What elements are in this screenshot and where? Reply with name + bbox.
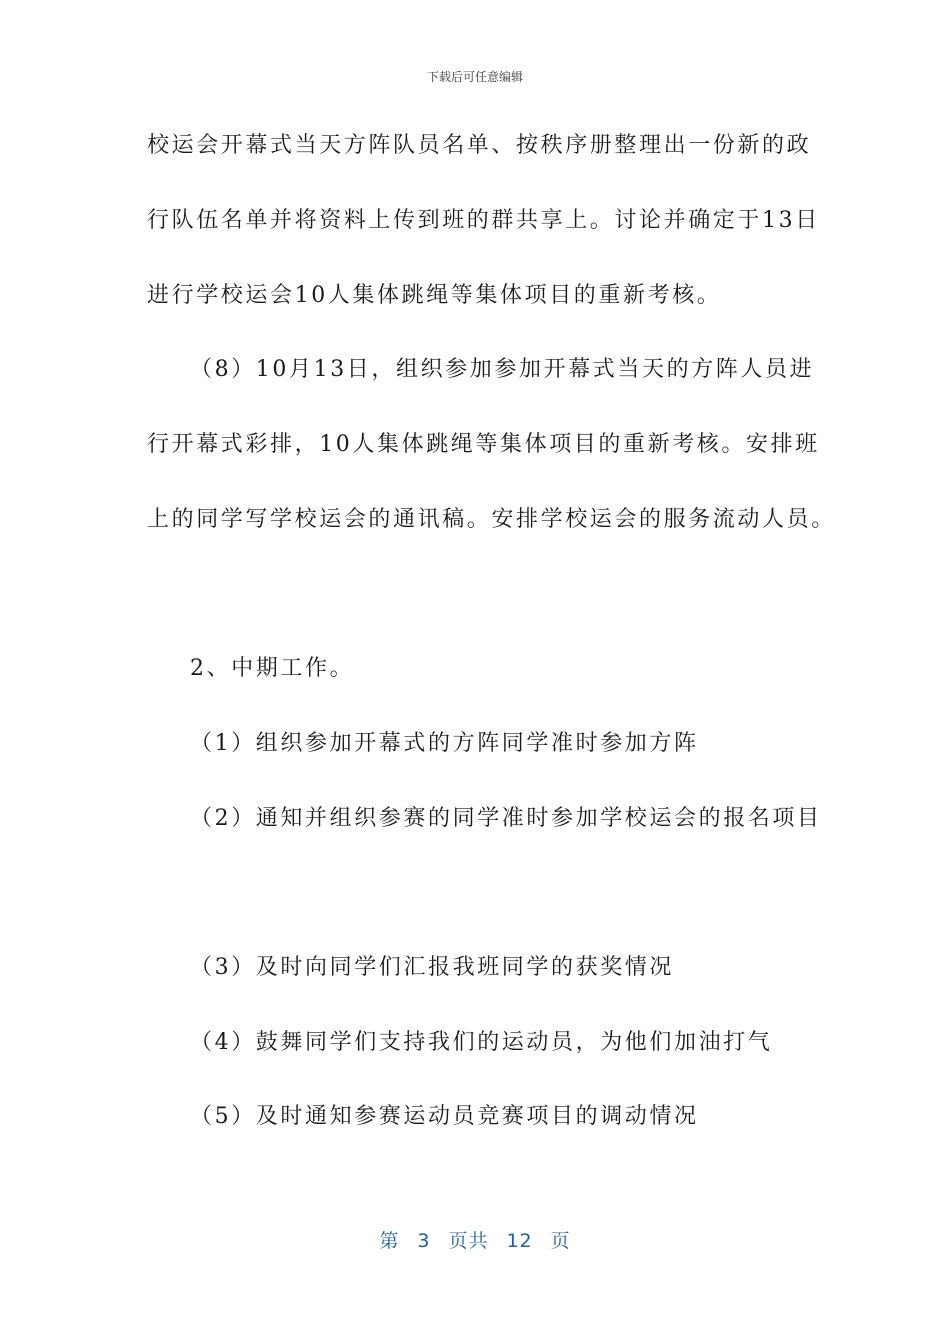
body-line: 上的同学写学校运会的通讯稿。安排学校运会的服务流动人员。 (147, 507, 836, 532)
list-item: （5）及时通知参赛运动员竞赛项目的调动情况 (190, 1104, 699, 1129)
body-line: 校运会开幕式当天方阵队员名单、按秩序册整理出一份新的政 (147, 133, 812, 158)
page-label-mid: 页共 (448, 1230, 489, 1252)
section-heading: 2、中期工作。 (190, 656, 355, 681)
list-item: （1）组织参加开幕式的方阵同学准时参加方阵 (190, 731, 699, 756)
body-line: 行队伍名单并将资料上传到班的群共享上。讨论并确定于13日 (147, 208, 820, 233)
list-item: （3）及时向同学们汇报我班同学的获奖情况 (190, 955, 674, 980)
body-line: 行开幕式彩排，10人集体跳绳等集体项目的重新考核。安排班 (147, 432, 820, 457)
current-page-number: 3 (417, 1230, 431, 1252)
total-pages-number: 12 (506, 1230, 533, 1252)
page-footer (0, 1226, 950, 1253)
header-note: 下载后可任意编辑 (426, 70, 523, 84)
list-item: （2）通知并组织参赛的同学准时参加学校运会的报名项目 (190, 806, 822, 831)
page-label-prefix: 第 (379, 1230, 400, 1252)
list-item: （4）鼓舞同学们支持我们的运动员，为他们加油打气 (190, 1030, 773, 1055)
body-line: （8）10月13日，组织参加参加开幕式当天的方阵人员进 (190, 357, 815, 382)
body-line: 进行学校运会10人集体跳绳等集体项目的重新考核。 (147, 283, 722, 308)
page-label-suffix: 页 (550, 1230, 571, 1252)
